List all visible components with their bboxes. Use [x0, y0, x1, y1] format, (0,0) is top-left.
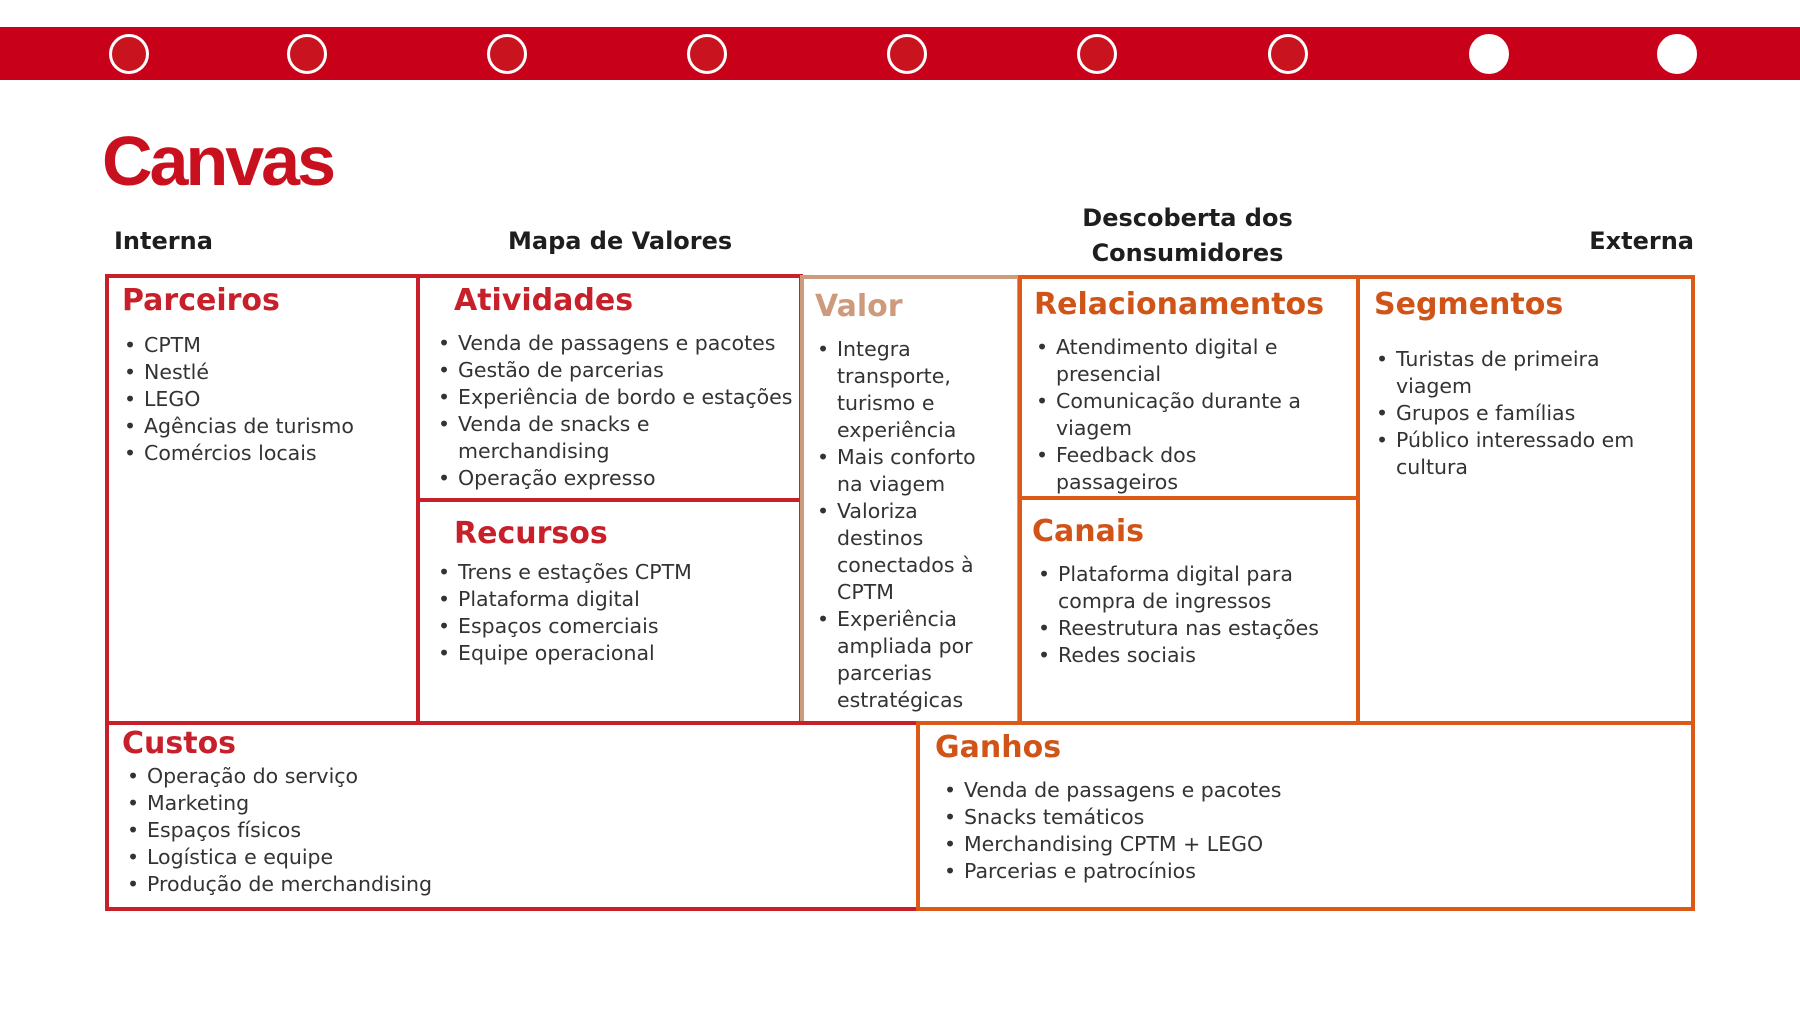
- recursos-title: Recursos: [454, 516, 608, 551]
- list-item: • Plataforma digital: [436, 586, 801, 613]
- header-descoberta: [1050, 201, 1325, 271]
- list-item: • LEGO: [122, 386, 412, 413]
- list-item: • Merchandising CPTM + LEGO: [942, 831, 1675, 858]
- list-item: • Experiência de bordo e estações: [436, 384, 801, 411]
- list-item: • Valoriza destinos conectados à CPTM: [815, 498, 987, 606]
- ganhos-title: Ganhos: [935, 730, 1062, 765]
- relacionamentos-section: [1034, 288, 1354, 496]
- list-item: • Turistas de primeira viagem: [1374, 346, 1674, 400]
- canais-section: [1032, 515, 1352, 669]
- segmentos-section: [1374, 288, 1689, 481]
- header-externa: Externa: [1589, 227, 1694, 255]
- list-item: • Feedback dos passageiros: [1034, 442, 1319, 496]
- segmentos-title: Segmentos: [1374, 287, 1564, 322]
- canais-title: Canais: [1032, 514, 1145, 549]
- progress-step-6[interactable]: [1077, 34, 1117, 74]
- progress-step-4[interactable]: [687, 34, 727, 74]
- list-item: • Venda de snacks e merchandising: [436, 411, 658, 465]
- header-descoberta-line2: Consumidores: [1091, 239, 1284, 267]
- recursos-section: [436, 517, 801, 667]
- header-mapa-de-valores: Mapa de Valores: [508, 227, 733, 255]
- relacionamentos-title: Relacionamentos: [1034, 287, 1325, 322]
- header-descoberta-line1: Descoberta dos: [1082, 204, 1293, 232]
- atividades-list: [436, 330, 801, 492]
- list-item: • Experiência ampliada por parcerias estratégicas: [815, 606, 987, 714]
- list-item: • Comunicação durante a viagem: [1034, 388, 1319, 442]
- list-item: • Gestão de parcerias: [436, 357, 801, 384]
- header-interna: Interna: [114, 227, 213, 255]
- relacionamentos-list: [1034, 334, 1319, 496]
- recursos-list: [436, 559, 801, 667]
- parceiros-title: Parceiros: [122, 283, 280, 318]
- list-item: • Trens e estações CPTM: [436, 559, 801, 586]
- list-item: • Atendimento digital e presencial: [1034, 334, 1319, 388]
- list-item: • Reestrutura nas estações: [1036, 615, 1326, 642]
- list-item: • Venda de passagens e pacotes: [436, 330, 801, 357]
- list-item: • Nestlé: [122, 359, 412, 386]
- progress-step-5[interactable]: [887, 34, 927, 74]
- atividades-section: [436, 284, 801, 492]
- segmentos-list: [1374, 346, 1674, 481]
- list-item: • Marketing: [125, 790, 902, 817]
- progress-step-9[interactable]: [1657, 34, 1697, 74]
- list-item: • Comércios locais: [122, 440, 412, 467]
- list-item: • Snacks temáticos: [942, 804, 1675, 831]
- list-item: • Operação do serviço: [125, 763, 902, 790]
- valor-section: [815, 290, 1015, 714]
- parceiros-list: [122, 332, 412, 467]
- progress-step-7[interactable]: [1268, 34, 1308, 74]
- progress-step-2[interactable]: [287, 34, 327, 74]
- progress-step-8[interactable]: [1469, 34, 1509, 74]
- list-item: • Logística e equipe: [125, 844, 902, 871]
- list-item: • Plataforma digital para compra de ingressos: [1036, 561, 1326, 615]
- ganhos-list: [935, 777, 1675, 885]
- parceiros-section: [122, 284, 412, 467]
- canais-list: [1032, 561, 1326, 669]
- list-item: • Redes sociais: [1036, 642, 1326, 669]
- ganhos-section: [935, 731, 1675, 885]
- atividades-title: Atividades: [454, 283, 634, 318]
- list-item: • Equipe operacional: [436, 640, 801, 667]
- list-item: • Agências de turismo: [122, 413, 412, 440]
- list-item: • Produção de merchandising: [125, 871, 902, 898]
- list-item: • Espaços físicos: [125, 817, 902, 844]
- list-item: • Integra transporte, turismo e experiência: [815, 336, 987, 444]
- valor-list: [815, 336, 987, 714]
- list-item: • Espaços comerciais: [436, 613, 801, 640]
- custos-title: Custos: [122, 726, 237, 761]
- list-item: • CPTM: [122, 332, 412, 359]
- list-item: • Operação expresso: [436, 465, 801, 492]
- progress-step-1[interactable]: [109, 34, 149, 74]
- list-item: • Grupos e famílias: [1374, 400, 1674, 427]
- list-item: • Mais conforto na viagem: [815, 444, 987, 498]
- list-item: • Venda de passagens e pacotes: [942, 777, 1675, 804]
- list-item: • Público interessado em cultura: [1374, 427, 1674, 481]
- valor-title: Valor: [815, 289, 903, 324]
- list-item: • Parcerias e patrocínios: [942, 858, 1675, 885]
- progress-step-3[interactable]: [487, 34, 527, 74]
- custos-list: [122, 763, 902, 898]
- custos-section: [122, 727, 902, 898]
- page-title: Canvas: [102, 122, 334, 200]
- progress-bar: [0, 27, 1800, 80]
